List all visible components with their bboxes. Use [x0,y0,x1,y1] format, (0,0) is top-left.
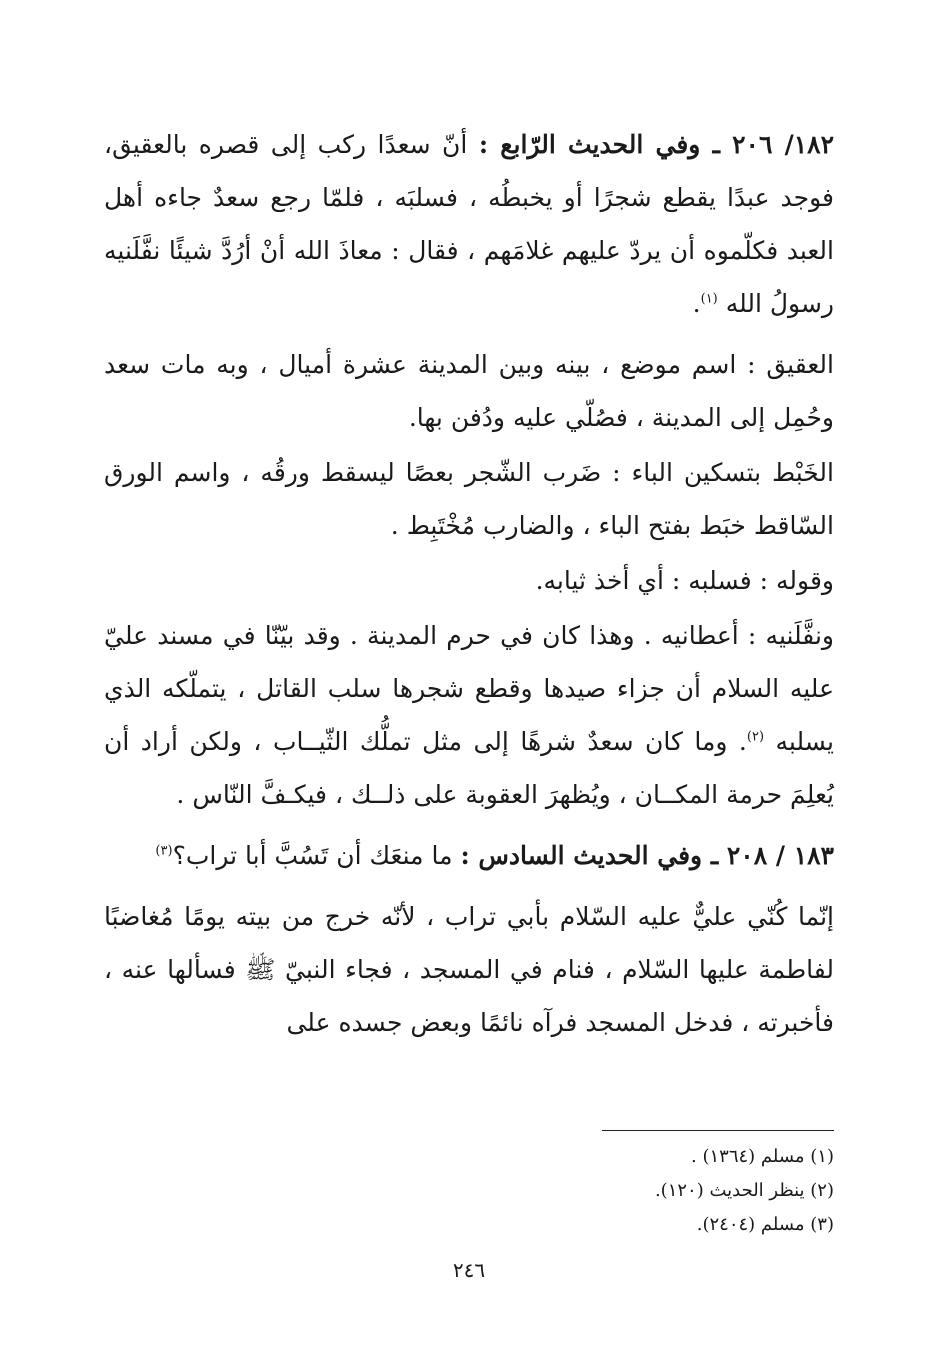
footnote-1: (١) مسلم (١٣٦٤) . [691,1146,834,1167]
main-text [104,118,834,1051]
footnote-divider [602,1130,834,1131]
footnote-ref-3: (٣) [155,843,173,859]
salabahu-explanation: وقوله : فسلبه : أي أخذ ثيابه. [535,566,834,595]
footnote-ref-2: (٢) [746,729,765,745]
naffalanihi-tail: . وما كان سعدٌ شرهًا إلى مثل تملُّك الثّيــاب ، ولكن أراد أن يُعلِمَ حرمة المكــان ، ويُظهرَ العقوبة على ذلــك ، فيكـفَّ النّاس . [104,727,834,809]
hadith-182-heading: ١٨٢/ ٢٠٦ ـ وفي الحديث الرّابع : [478,130,835,159]
khabt-explanation: الخَبْط بتسكين الباء : ضَرب الشّجر بعصًا ليسقط ورقُه ، واسم الورق السّاقط خبَط بفتح الباء ، والضارب مُخْتَبِط . [104,458,834,540]
hadith-183-text: ما منعَك أن تَسُبَّ أبا تراب؟ [172,841,461,870]
footnotes [104,1140,834,1242]
hadith-182-paragraph [104,118,834,330]
naffalanihi-text: ونفَّلَنيه : أعطانيه . وهذا كان في حرم المدينة . وقد بيّنّا في مسند عليّ عليه السلام أن جزاء صيدها وقطع شجرها سلب القاتل ، يتملّكه الذي يسلبه [104,621,835,756]
hadith-182-text: أنّ سعدًا ركب إلى قصره بالعقيق، فوجد عبدًا يقطع شجرًا أو يخبطُه ، فسلبَه ، فلمّا رجع سعدٌ جاءه أهل العبد فكلّموه أن يردّ عليهم غلامَهم ، فقال : معاذَ الله أنْ أرُدَّ شيئًا نفَّلَنيه رسولُ الله [104,130,834,318]
footnote-ref-1: (١) [700,291,718,307]
hadith-183-paragraph [104,829,834,882]
hadith-182-tail: . [692,289,701,318]
footnote-2: (٢) ينظر الحديث (١٢٠). [654,1180,834,1201]
footnote-3: (٣) مسلم (٢٤٠٤). [696,1214,834,1235]
hadith-183-heading: ١٨٣ / ٢٠٨ ـ وفي الحديث السادس : [460,841,834,870]
page-number: ٢٤٦ [452,1258,486,1282]
naffalanihi-paragraph [104,609,834,821]
abu-turab-explanation: إنّما كُنّي عليٌّ عليه السّلام بأبي تراب ، لأنّه خرج من بيته يومًا مُغاضبًا لفاطمة عليها السّلام ، فنام في المسجد ، فجاء النبيّ ﷺ فسألها عنه ، فأخبرته ، فدخل المسجد فرآه نائمًا وبعض جسده على [104,902,834,1037]
aqiq-explanation: العقيق : اسم موضع ، بينه وبين المدينة عشرة أميال ، وبه مات سعد وحُمِل إلى المدينة ، فصُلّي عليه ودُفن بها. [104,350,834,432]
